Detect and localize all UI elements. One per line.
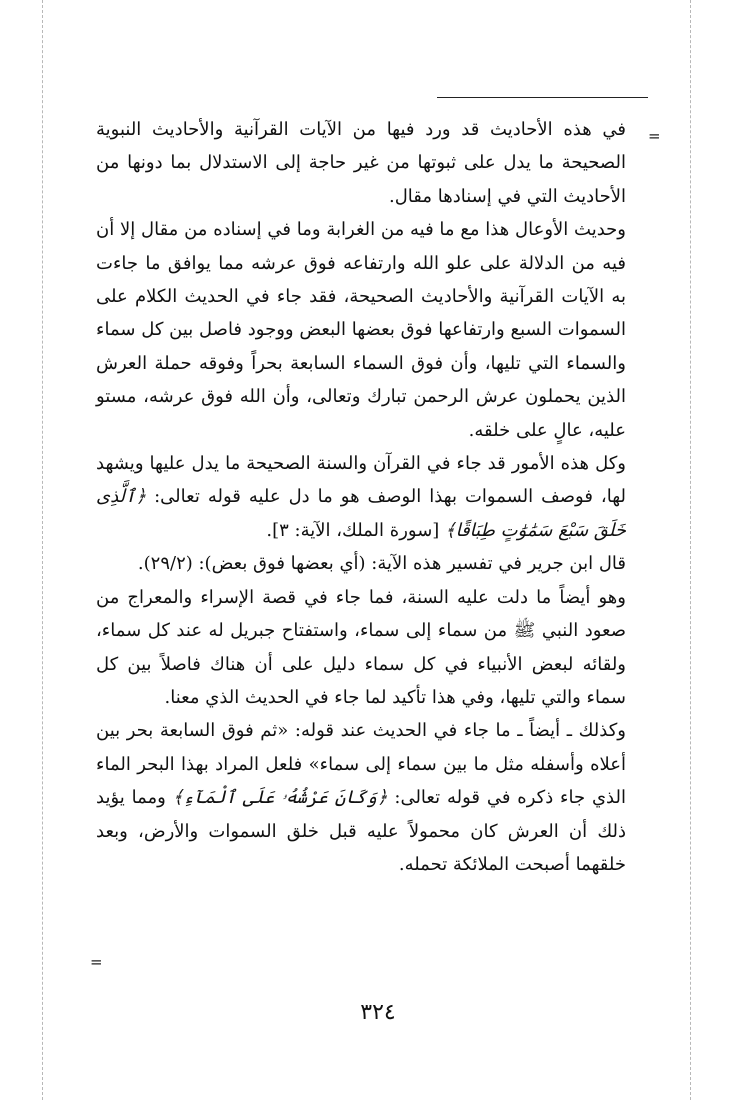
paragraph-2: وحديث الأوعال هذا مع ما فيه من الغرابة وما في إسناده من مقال إلا أن فيه من الدلالة على علو الله وارتفاعه فوق عرشه مما يوافق ما جاءت به الآيات القرآنية والأحاديث الصحيحة، فقد جاء في الحديث الكلام على السموات السبع وارتفاعها فوق بعضها البعض ووجود فاصل بين كل سماء والسماء التي تليها، وأن فوق السماء السابعة بحراً وفوقه حملة العرش الذين يحملون عرش الرحمن تبارك وتعالى، وأن الله فوق عرشه، مستو عليه، عالٍ على خلقه. [96, 219, 626, 441]
right-margin-guide [690, 0, 691, 1100]
footnote-separator-rule [437, 97, 648, 98]
paragraph-6 [96, 714, 626, 881]
paragraph-4: قال ابن جرير في تفسير هذه الآية: (أي بعضها فوق بعض): (٢٩/٢). [137, 553, 626, 575]
left-margin-guide [42, 0, 43, 1100]
page-body-text [96, 113, 626, 881]
page-number: ٣٢٤ [360, 1000, 396, 1025]
paragraph-6-text-before: وكذلك ـ أيضاً ـ ما جاء في الحديث عند قوله: «ثم فوق السابعة بحر بين أعلاه وأسفله مثل ما بين سماء إلى سماء» فلعل المراد بهذا البحر الماء الذي جاء ذكره في قوله تعالى: [96, 720, 626, 809]
sura-citation: [سورة الملك، الآية: ٣]. [266, 519, 440, 541]
paragraph-3 [96, 447, 626, 547]
paragraph-3-text: وكل هذه الأمور قد جاء في القرآن والسنة الصحيحة ما يدل عليها ويشهد لها، فوصف السموات بهذا الوصف هو ما دل عليه قوله تعالى: [96, 453, 626, 508]
quran-verse-hud: ﴿وَكَانَ عَرْشُهُۥ عَلَى ٱلْمَآءِ﴾ [172, 787, 388, 809]
continuation-mark-bottom: = [90, 953, 103, 971]
continuation-mark-top: = [648, 127, 661, 145]
paragraph-6-text-after: ومما يؤيد ذلك أن العرش كان محمولاً عليه قبل خلق السموات والأرض، وبعد خلقهما أصبحت الملائكة تحمله. [96, 787, 626, 875]
paragraph-1: في هذه الأحاديث قد ورد فيها من الآيات القرآنية والأحاديث النبوية الصحيحة ما يدل على ثبوتها من غير حاجة إلى الاستدلال بما دونها من الأحاديث التي في إسنادها مقال. [96, 119, 626, 207]
paragraph-5: وهو أيضاً ما دلت عليه السنة، فما جاء في قصة الإسراء والمعراج من صعود النبي ﷺ من سماء إلى سماء، واستفتاح جبريل له عند كل سماء، ولقائه لبعض الأنبياء في كل سماء دليل على أن هناك فاصلاً بين كل سماء والتي تليها، وفي هذا تأكيد لما جاء في الحديث الذي معنا. [96, 586, 626, 708]
quran-verse-mulk: ﴿ٱلَّذِى خَلَقَ سَبْعَ سَمَٰوَٰتٍ طِبَاقًا﴾ [96, 486, 626, 541]
